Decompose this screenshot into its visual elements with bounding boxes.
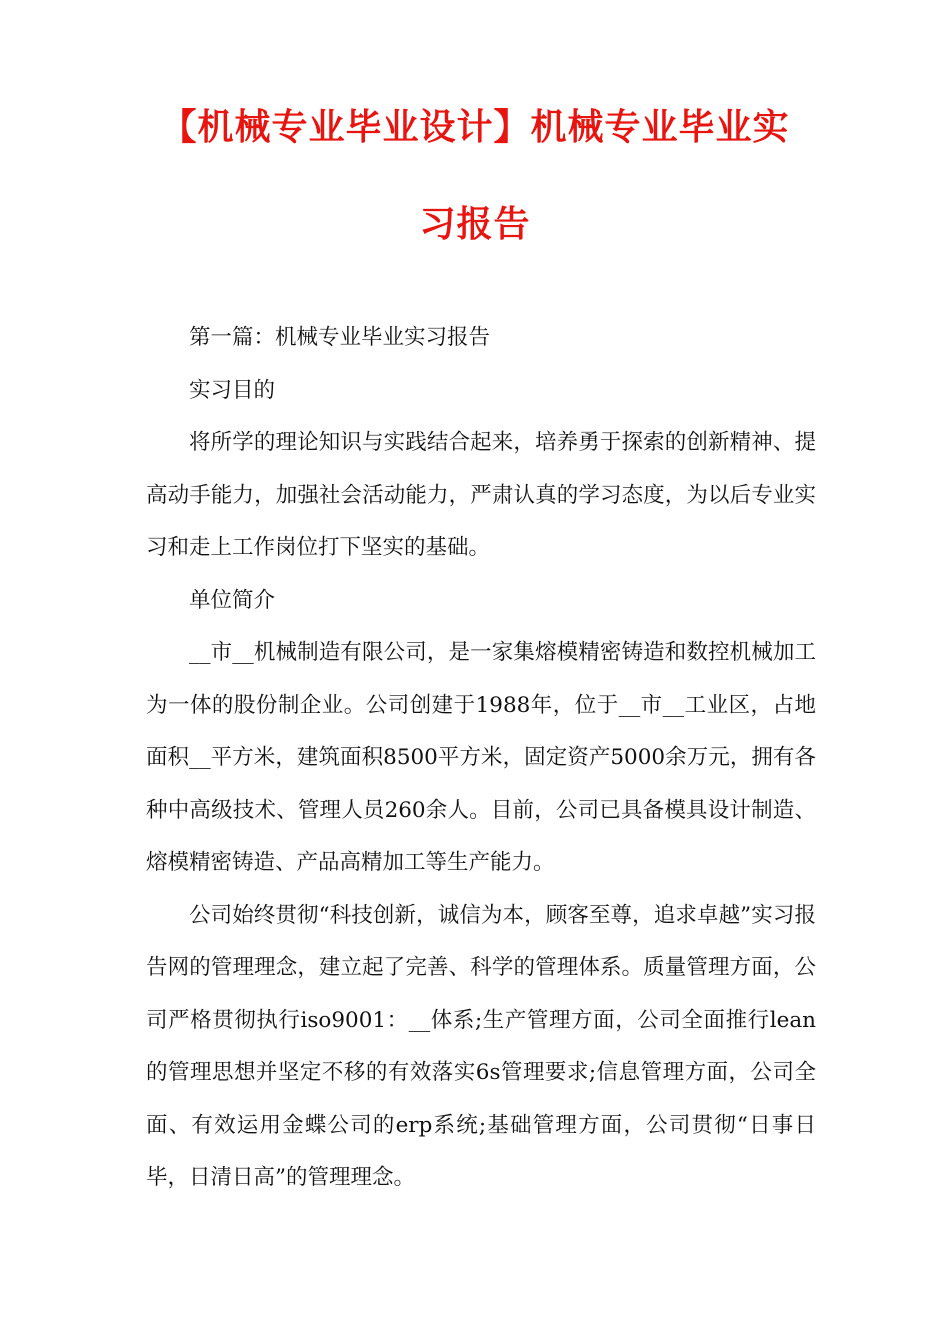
- paragraph-purpose: 将所学的理论知识与实践结合起来，培养勇于探索的创新精神、提高动手能力，加强社会活动能力，严肃认真的学习态度，为以后专业实习和走上工作岗位打下坚实的基础。: [146, 430, 816, 560]
- subheading-company: 单位简介: [189, 587, 276, 613]
- paragraph-management: 公司始终贯彻“科技创新，诚信为本，顾客至尊，追求卓越”实习报告网的管理理念，建立起了完善、科学的管理体系。质量管理方面，公司严格贯彻执行iso9001：__体系;生产管理方面，公司全面推行lean的管理思想并坚定不移的有效落实6s管理要求;信息管理方面，公司全面、有效运用金蝶公司的erp系统;基础管理方面，公司贯彻“日事日毕，日清日高”的管理理念。: [146, 902, 816, 1190]
- section-heading: 第一篇：机械专业毕业实习报告: [189, 325, 491, 350]
- paragraph-company-intro: __市__机械制造有限公司，是一家集熔模精密铸造和数控机械加工为一体的股份制企业。公司创建于1988年，位于__市__工业区，占地面积__平方米，建筑面积8500平方米，固定资产5000余万元，拥有各种中高级技术、管理人员260余人。目前，公司已具备模具设计制造、熔模精密铸造、产品高精加工等生产能力。: [146, 640, 816, 875]
- document-body: [146, 312, 816, 1205]
- document-title-line-2: 习报告: [419, 204, 531, 245]
- subheading-purpose: 实习目的: [189, 377, 276, 403]
- document-title-line-1: 【机械专业毕业设计】机械专业毕业实: [160, 107, 790, 148]
